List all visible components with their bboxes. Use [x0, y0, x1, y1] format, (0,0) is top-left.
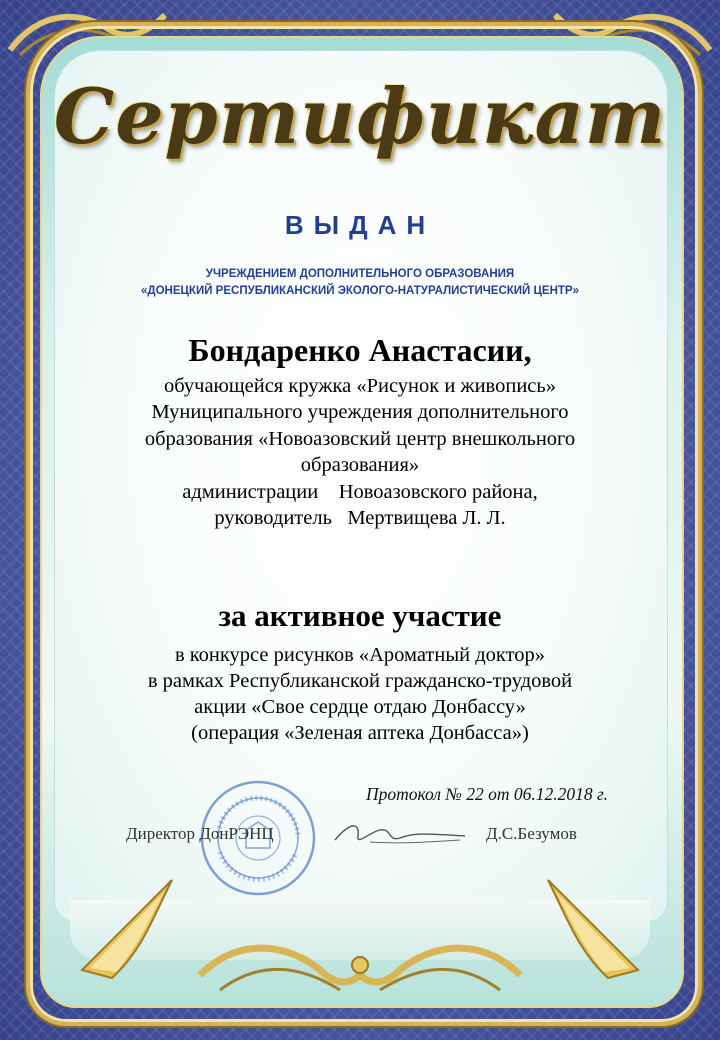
detail-line: образования» [300, 454, 420, 477]
contest-line: (операция «Зеленая аптека Донбасса») [191, 722, 529, 744]
award-reason: за активное участие [218, 598, 502, 633]
org-line: УЧРЕЖДЕНИЕМ ДОПОЛНИТЕЛЬНОГО ОБРАЗОВАНИЯ [205, 268, 515, 280]
detail-line: образования «Новоазовский центр внешкольного [144, 427, 576, 450]
director-label: Директор ДонРЭНЦ [126, 824, 274, 843]
signature-icon [330, 812, 470, 852]
protocol-reference: Протокол № 22 от 06.12.2018 г. [366, 784, 608, 804]
certificate-title: Сертификат [53, 72, 667, 161]
detail-line: Муниципального учреждения дополнительного [151, 401, 569, 424]
issuing-organization [0, 266, 720, 300]
detail-line: руководитель Мертвищева Л. Л. [214, 507, 506, 530]
recipient-name: Бондаренко Анастасии, [188, 332, 532, 368]
org-line: «ДОНЕЦКИЙ РЕСПУБЛИКАНСКИЙ ЭКОЛОГО-НАТУРАЛИСТИЧЕСКИЙ ЦЕНТР» [141, 285, 579, 297]
contest-details [80, 642, 640, 746]
issued-label: ВЫДАН [284, 210, 436, 240]
recipient-details [80, 373, 640, 531]
contest-line: акции «Свое сердце отдаю Донбассу» [194, 696, 526, 718]
detail-line: обучающейся кружка «Рисунок и живопись» [163, 375, 556, 397]
contest-line: в конкурсе рисунков «Ароматный доктор» [174, 644, 546, 666]
contest-line: в рамках Республиканской гражданско-трудовой [147, 670, 573, 692]
detail-line: администрации Новоазовского района, [182, 480, 538, 503]
signer-name: Д.С.Безумов [486, 824, 577, 843]
